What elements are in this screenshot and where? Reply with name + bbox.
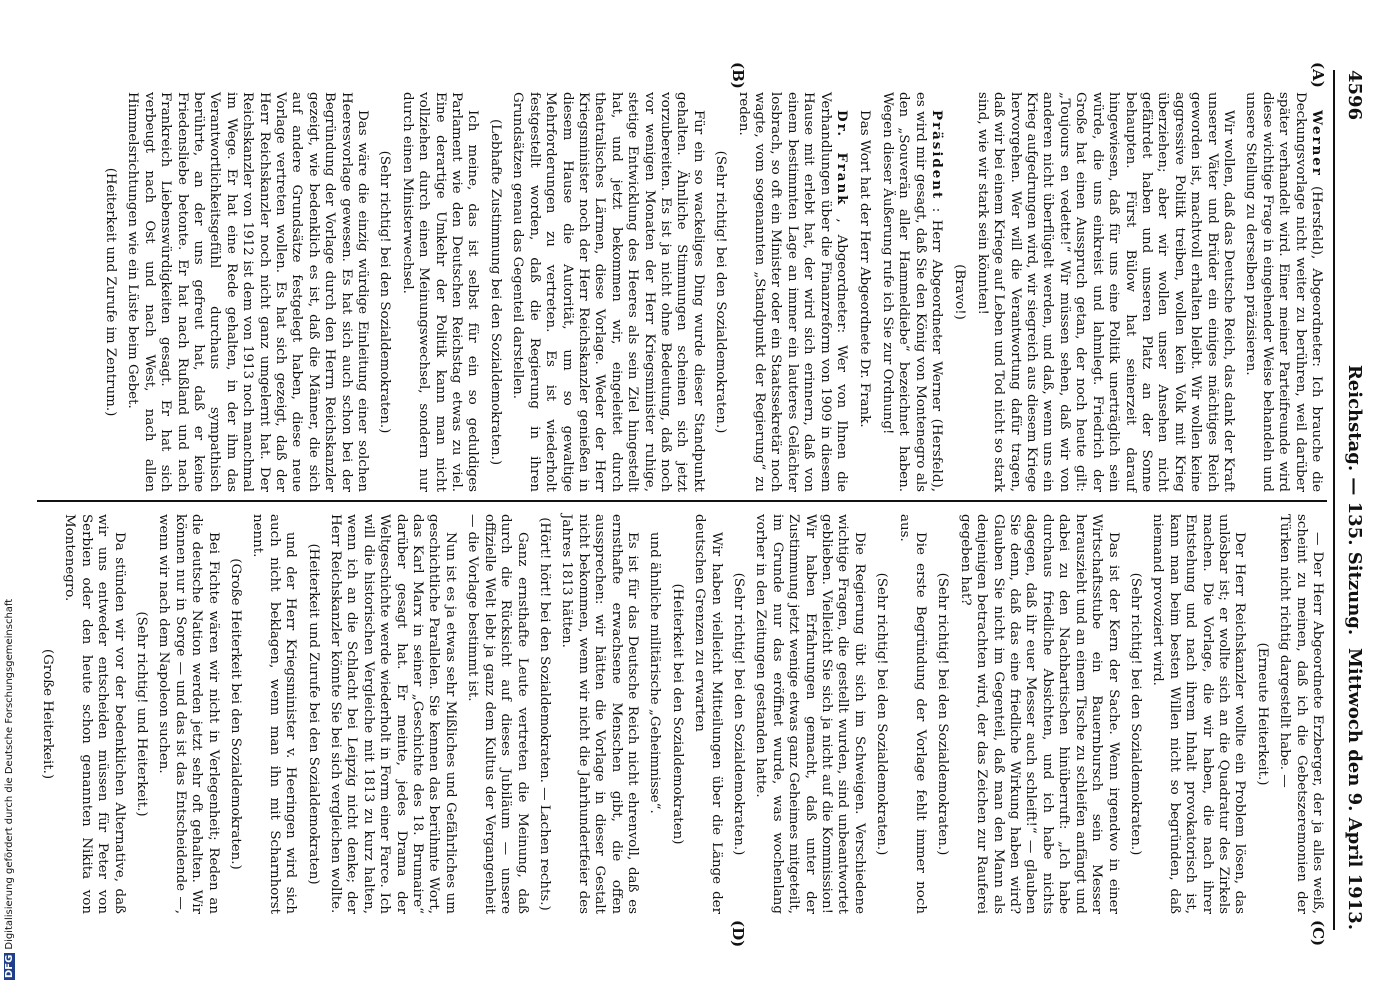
- text-paragraph: — Der Herr Abgeordnete Erzberger, der ja alles weiß, scheint zu meinen, daß ich die Gebetszeremonien der Türken nicht richtig dargestellt habe. —: [1277, 514, 1325, 914]
- speaker-name: Präsident: [929, 110, 946, 201]
- text-paragraph: und der Herr Kriegsminister v. Heeringen wird sich auch nicht beklagen, wenn man ihn mit Scharnhorst nennt.: [250, 514, 299, 914]
- text-paragraph: Bei Fichte wären wir nicht in Verlegenheit; Reden an die deutsche Nation werden jetzt sehr oft gehalten. Wir können nur in Sorge — und das ist das Entscheidende —, wenn wir nach dem Napoleon suchen.: [156, 514, 221, 914]
- stage-direction: (Sehr richtig! bei den Sozialdemokraten.): [935, 572, 951, 856]
- text-paragraph: Da stünden wir vor der bedenklichen Alternative, daß wir uns entweder entscheiden müssen für Peter von Serbien oder den heute schon genannten Nikita von Montenegro.: [62, 514, 127, 914]
- stage-direction: (Heiterkeit bei den Sozialdemokraten): [669, 583, 685, 845]
- stage-direction: (Sehr richtig! bei den Sozialdemokraten.): [713, 150, 729, 434]
- margin-mark-a: (A): [1309, 62, 1327, 88]
- stage-direction: (Lebhafte Zustimmung bei den Sozialdemokraten.): [487, 118, 503, 466]
- speech-paragraph: [878, 92, 945, 492]
- text-paragraph: Wir wollen, daß das Deutsche Reich, das dank der Kraft unserer Väter und Brüder ein einiges mächtiges Reich geworden ist, machtvoll erhalten bleibt. Wir wollen keine aggressive Politik treiben, wollen kein Volk mit Krieg überziehen; aber wir wollen unser Ansehen nicht gefährdet haben und unseren Platz an der Sonne behaupten. Fürst Bülow hat seinerzeit darauf hingewiesen, daß für uns eine Politik unerträglich sein würde, die uns einkreist und lahmlegt. Friedrich der Große hat einen Ausspruch getan, der noch heute gilt: „Toujours en vedette!“ Wir müssen sehen, daß wir von anderen nicht überflügelt werden, und daß, wenn uns ein Krieg aufgedrungen wird, wir siegreich aus diesem Kriege hervorgehen. Wer will die Verantwortung dafür tragen, daß wir bei einem Kriege auf Leben und Tod nicht so stark sind, wie wir stark sein könnten!: [974, 92, 1236, 492]
- text-paragraph: Nun ist es ja etwas sehr Mißliches und Gefährliches um geschichtliche Parallelen. Sie kennen das berühmte Wort, das Karl Marx in seiner „Geschichte des 18. Brumaire“ darüber gesagt hat. Er meinte, jedes Drama der Weltgeschichte werde wiederholt in Form einer Farce. Ich will die historischen Vergleiche mit 1813 zu kurz halten, wenn ich an die Schlacht bei Leipzig nicht denke; der Herr Reichskanzler könnte Sie bei sich vergleichen wollte.: [328, 514, 458, 914]
- left-column: [96, 92, 1325, 492]
- stage-direction: (Erneute Heiterkeit.): [1254, 642, 1270, 786]
- stage-direction: (Sehr richtig! bei den Sozialdemokraten.): [731, 572, 746, 856]
- stage-direction: (Sehr richtig! bei den Sozialdemokraten.): [874, 572, 890, 856]
- text-paragraph: Die erste Begründung der Vorlage fehlt immer noch aus.: [896, 514, 929, 914]
- speech-text: (Hersfeld), Abgeordneter: Ich brauche die Deckungsvorlage nicht weiter zu berühren, weil darüber später verhandelt wird. Einer meiner Parteifreunde wird diese wichtige Frage in eingehender Weise behandeln und unsere Stellung zu derselben präzisieren.: [1243, 92, 1324, 493]
- stage-direction: (Heiterkeit und Zurufe im Zentrum.): [102, 167, 118, 417]
- text-paragraph: Es ist für das Deutsche Reich nicht ehrenvoll, daß es ernsthafte erwachsene Menschen gibt, die offen aussprechen: wir hätten die Vorlage in dieser Gestalt nicht bekommen, wenn wir nicht die Jahrhundertfeier des Jahres 1813 hätten.: [559, 514, 640, 914]
- margin-mark-b: (B): [729, 62, 747, 89]
- stage-direction: (Sehr richtig! bei den Sozialdemokraten.): [377, 150, 393, 434]
- speaker-name: Werner: [1309, 110, 1325, 177]
- stage-direction: (Große Heiterkeit bei den Sozialdemokraten.): [228, 558, 244, 870]
- digitization-credit-text: Digitalisierung gefördert durch die Deutsche Forschungsgemeinschaft: [4, 598, 15, 950]
- stage-direction: (Sehr richtig! und Heiterkeit.): [134, 611, 149, 817]
- digitization-credit: [4, 599, 15, 980]
- stage-direction: (Sehr richtig! bei den Sozialdemokraten.): [1127, 572, 1143, 856]
- margin-mark-c: (C): [1309, 920, 1327, 947]
- stage-direction: (Bravo!): [952, 264, 968, 320]
- speech-paragraph: [734, 92, 850, 492]
- speech-paragraph: [1242, 92, 1325, 492]
- speaker-name: Dr. Frank: [834, 110, 851, 207]
- speech-text: , Abgeordneter: Wer von Ihnen die Verhandlungen über die Finanzreform von 1909 in diesem Hause mit erlebt hat, der wird sich erinnern, daß von einem bestimmten Lage an immer ein lauteres Gelächter losbrach, so oft ein Minister oder ein Staatssekretär noch wagte, vom sogenannten „Standpunkt der Regierung“ zu reden.: [735, 92, 850, 492]
- session-date: Mittwoch den 9. April 1913.: [1344, 648, 1365, 930]
- page-number: 4596: [1344, 70, 1365, 121]
- session-title: Reichstag. — 135. Sitzung.: [1344, 364, 1365, 636]
- text-paragraph: Ich meine, das ist selbst für ein so geduldiges Parlament wie den Deutschen Reichstag etwas zu viel. Eine derartige Umkehr der Politik kann man nicht vollziehen durch einen Meinungswechsel, sondern nur durch einen Ministerwechsel.: [399, 92, 481, 492]
- stage-direction: (Große Heiterkeit.): [39, 648, 55, 780]
- right-column: [33, 514, 1325, 914]
- speech-text: : Herr Abgeordneter Werner (Hersfeld), es wird mir gesagt, daß Sie den König von Montenegro als den „Souverän aller Hammeldiebe“ bezeichnet haben. Wegen dieser Äußerung rufe ich Sie zur Ordnung!: [879, 92, 945, 492]
- margin-mark-d: (D): [729, 920, 747, 948]
- page-header: [1333, 70, 1383, 930]
- text-paragraph: Das wäre die einzig würdige Einleitung einer solchen Heeresvorlage gewesen. Es hat sich auch schon bei der Begründung der Vorlage durch den Herrn Reichskanzler gezeigt, wie bedenklich es ist, daß die Männer, die sich auf andere Grundsätze festgelegt haben, diese neue Vorlage vertreten wollen. Es hat sich gezeigt, daß der Herr Reichskanzler noch nicht ganz umgelernt hat. Der Reichskanzler von 1912 ist dem von 1913 noch manchmal im Wege. Er hat eine Rede gehalten, in der ihm das Verantwortlichkeitsgefühl durchaus sympathisch berührte, an der uns gefreut hat, daß er keine Friedensliebe betonte. Er hat nach Rußland und nach Frankreich Liebenswürdigkeiten gesagt. Er hat sich verbeugt nach Ost und nach West, nach allen Himmelsrichtungen wie ein Lüste beim Gebet.: [125, 92, 371, 492]
- stage-direction: (Hört! hört! bei den Sozialdemokraten. — Lachen rechts.): [536, 517, 552, 911]
- text-paragraph: Das Wort hat der Herr Abgeordnete Dr. Frank.: [857, 110, 873, 428]
- text-paragraph: Der Herr Reichskanzler wollte ein Problem lösen, das unlösbar ist; er wollte sich an die Quadratur des Zirkels machen. Die Vorlage, die wir haben, die nach ihrer Entstehung und nach ihrem Inhalt provokatorisch ist, kann man beim besten Willen nicht so begründen, daß niemand provoziert wird.: [1150, 514, 1248, 914]
- text-paragraph: und ähnliche militärische „Geheimnisse“.: [647, 532, 663, 814]
- text-paragraph: Ganz ernsthafte Leute vertreten die Meinung, daß durch die Rücksicht auf dieses Jubiläum — unsere offizielle Welt lebt ja ganz dem Kultus der Vergangenheit — die Vorlage bestimmt ist.: [465, 514, 530, 914]
- column-divider: [37, 500, 1327, 502]
- text-paragraph: Für ein so wackeliges Ding wurde dieser Standpunkt gehalten. Ähnliche Stimmungen scheinen sich jetzt vorzubereiten. Es ist ja nicht ohne Bedeutung, daß noch vor wenigen Monaten der Herr Kriegsminister ruhige, stetige Entwicklung des Heeres als sein Ziel hingestellt hat, und jetzt bekommen wir, eingeleitet durch theatralisches Lärmen, diese Vorlage. Weder der Herr Kriegsminister noch der Herr Reichskanzler genießen in diesem Hause die Autorität, um so gewaltige Mehrforderungen zu vertreten. Es ist wiederholt festgestellt worden, daß die Regierung in ihren Grundsätzen genau das Gegenteil darstellen.: [510, 92, 706, 492]
- stage-direction: (Heiterkeit und Zurufe bei den Sozialdemokraten): [305, 543, 321, 885]
- text-paragraph: Wir haben vielleicht Mitteilungen über die Länge der deutschen Grenzen zu erwarten: [692, 514, 724, 914]
- text-paragraph: Die Regierung übt sich im Schweigen. Verschiedene wichtige Fragen, die gestellt wurden, sind unbeantwortet geblieben. Vielleicht Sie sich ja nicht auf die Kommission! Wir haben Erfahrungen gemacht, daß unter der Zustimmung jetzt wenige etwas ganz Geheimes mitgeteilt, im Grunde nur das eröffnet wurde, was wochenlang vorher in den Zeitungen gestanden hatte.: [753, 514, 867, 914]
- dfg-logo: DFG: [4, 954, 15, 978]
- text-paragraph: Das ist der Kern der Sache. Wenn irgendwo in einer Wirtschaftsstube ein Bauernbursch sein Messer herauszieht und an einem Tische zu schleifen anfängt und dabei zu den Nachbartischen hinüberruft: „Ich habe durchaus friedliche Absichten, und ich habe nichts dagegen, daß ihr euer Messer auch schleift!“ — glauben Sie denn, daß das eine friedliche Wirkung haben wird? Glauben Sie nicht im Gegenteil, daß man den Mann als denjenigen betrachten wird, der das Zeichen zur Rauferei gegeben hat?: [957, 514, 1121, 914]
